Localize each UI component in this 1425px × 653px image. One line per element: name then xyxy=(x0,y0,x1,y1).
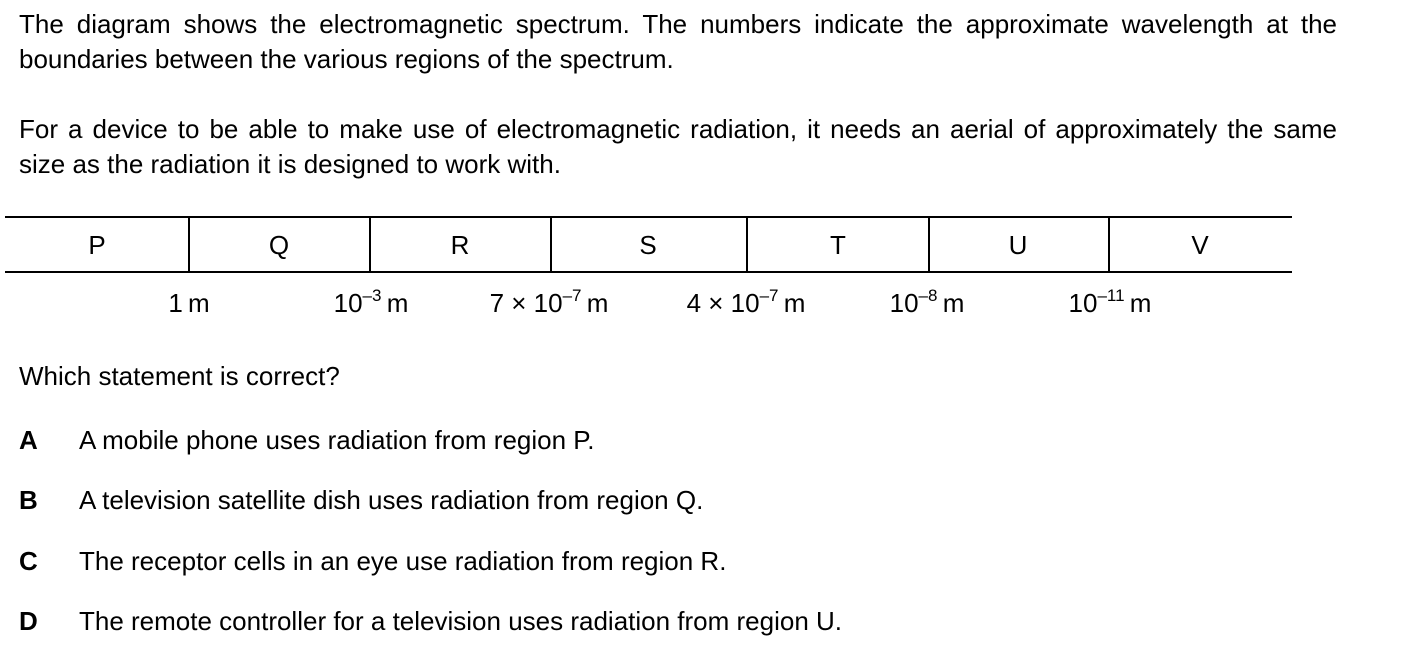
boundary-wavelength-label: $10^{-8}$ m xyxy=(889,286,965,318)
question-prompt: Which statement is correct? xyxy=(19,361,340,391)
intro-paragraph-1: The diagram shows the electromagnetic spectrum. The numbers indicate the approximate wavelength at the boundaries between the various regions of the spectrum. xyxy=(19,9,1337,74)
option-letter: C xyxy=(19,546,38,576)
boundary-wavelength-label: $4 \times 10^{-7}$ m xyxy=(686,286,806,318)
region-label-r: R xyxy=(450,230,470,260)
boundary-divider xyxy=(188,217,190,273)
option-letter: A xyxy=(19,425,38,455)
option-text: The remote controller for a television uses radiation from region U. xyxy=(79,606,843,636)
option-letter: B xyxy=(19,485,38,515)
region-label-u: U xyxy=(1008,230,1028,260)
boundary-wavelength-label: $10^{-11}$ m xyxy=(1068,286,1152,318)
boundary-divider xyxy=(1108,217,1110,273)
spectrum-top-line xyxy=(5,216,1292,218)
boundary-wavelength-label: 1 m xyxy=(168,288,210,318)
option-text: A television satellite dish uses radiation from region Q. xyxy=(79,485,704,515)
option-text: A mobile phone uses radiation from region P. xyxy=(79,425,595,455)
region-label-t: T xyxy=(830,230,846,260)
boundary-divider xyxy=(550,217,552,273)
boundary-divider xyxy=(746,217,748,273)
boundary-divider xyxy=(369,217,371,273)
spectrum-bottom-line xyxy=(5,271,1292,273)
region-label-s: S xyxy=(639,230,657,260)
intro-paragraph-2: For a device to be able to make use of electromagnetic radiation, it needs an aerial of approximately the same size as the radiation it is designed to work with. xyxy=(19,114,1337,179)
boundary-wavelength-label: $7 \times 10^{-7}$ m xyxy=(489,286,609,318)
boundary-wavelength-label: $10^{-3}$ m xyxy=(333,286,409,318)
boundary-divider xyxy=(928,217,930,273)
option-text: The receptor cells in an eye use radiation from region R. xyxy=(79,546,727,576)
region-label-p: P xyxy=(88,230,106,260)
region-label-q: Q xyxy=(268,230,290,260)
option-letter: D xyxy=(19,606,38,636)
region-label-v: V xyxy=(1191,230,1209,260)
